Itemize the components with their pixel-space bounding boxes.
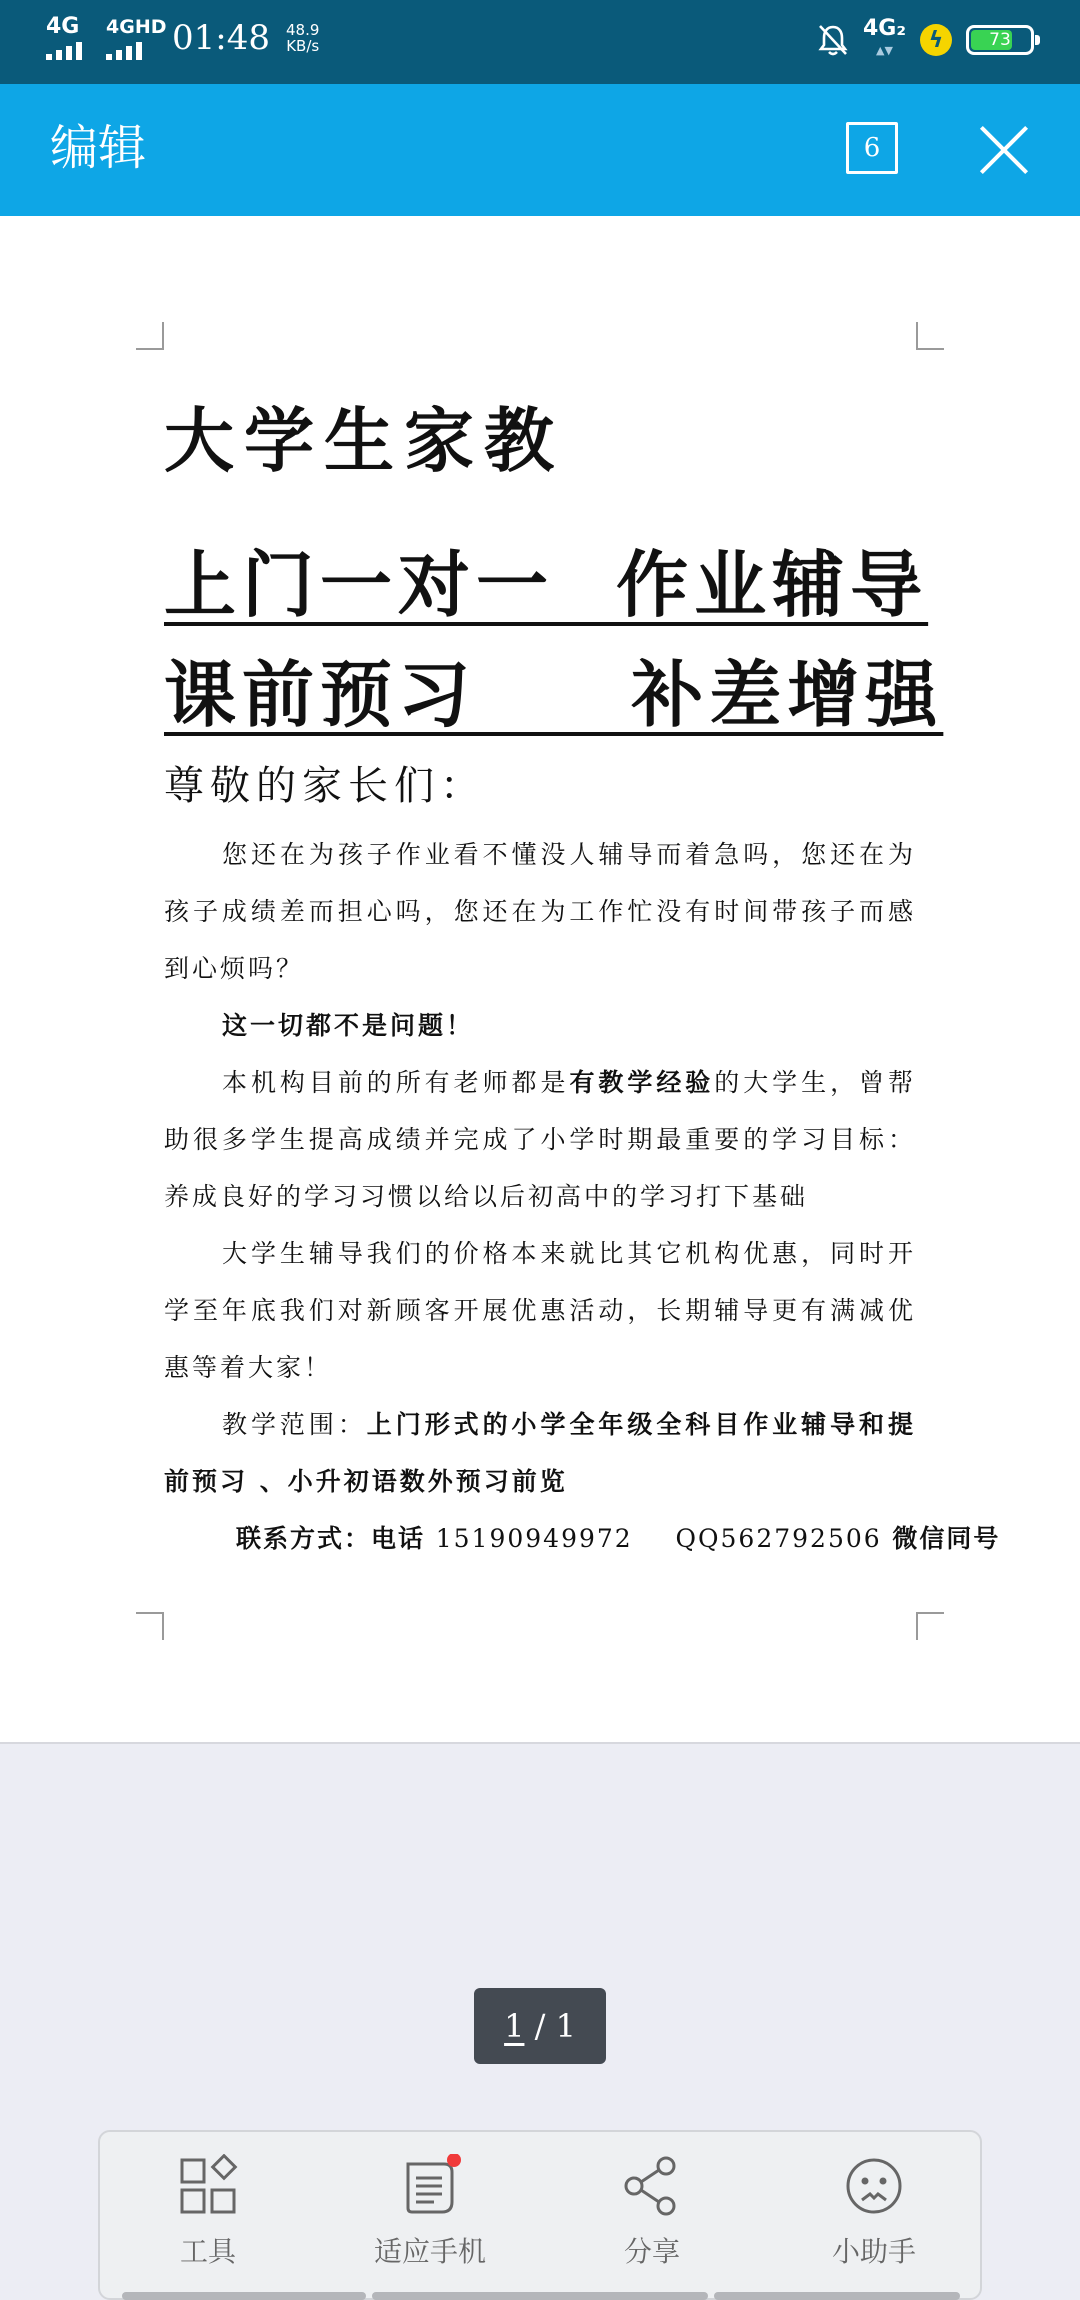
margin-corner-mark — [136, 1612, 164, 1640]
contact-phone: 15190949972 — [435, 1524, 633, 1553]
tab-indicator — [122, 2292, 366, 2300]
close-icon[interactable] — [978, 124, 1030, 176]
network-speed — [286, 22, 319, 54]
paragraph-2 — [164, 997, 916, 1054]
page-separator: / — [524, 2007, 556, 2045]
data-arrows-icon: ▲▼ — [876, 44, 893, 57]
battery-percent: 73 — [989, 30, 1011, 50]
paragraph-3-text-b: 的大学生，曾帮助很多学生提高成绩并完成了小学时期最重要的学习目标：养成良好的学习习惯以给以后初高中的学习打下基础 — [164, 1068, 916, 1211]
share-label: 分享 — [623, 2235, 680, 2268]
margin-corner-mark — [136, 322, 164, 350]
share-icon — [620, 2154, 684, 2218]
document-subtitle-line2: 课前预习 补差增强 — [164, 653, 944, 737]
page-indicator — [474, 1988, 606, 2064]
signal-icon — [106, 16, 167, 60]
charging-icon: ϟ — [920, 24, 952, 56]
status-right — [817, 18, 1034, 62]
paragraph-5 — [164, 1396, 916, 1510]
paragraph-3-text-a: 本机构目前的所有老师都是 — [222, 1068, 570, 1097]
paragraph-2-bold: 这一切都不是问题！ — [222, 1011, 475, 1040]
top-toolbar — [0, 84, 1080, 216]
share-button[interactable] — [552, 2132, 752, 2270]
current-page: 1 — [504, 2007, 525, 2045]
mute-bell-icon — [817, 23, 849, 57]
tools-button[interactable] — [108, 2132, 308, 2270]
paragraph-3-bold: 有教学经验 — [569, 1068, 715, 1097]
assistant-icon — [842, 2154, 906, 2218]
bottom-bar — [98, 2130, 982, 2300]
greeting: 尊敬的家长们： — [164, 763, 486, 809]
signal-1-label: 4G — [46, 14, 80, 39]
paragraph-5-bold: 上门形式的小学全年级全科目作业辅导和提前预习 、小升初语数外预习前览 — [164, 1410, 916, 1496]
paragraph-3 — [164, 1054, 916, 1225]
clock: 01:48 — [172, 18, 270, 58]
fit-phone-button[interactable] — [330, 2132, 530, 2270]
tools-icon — [176, 2154, 240, 2218]
tab-indicator — [372, 2292, 708, 2300]
margin-corner-mark — [916, 1612, 944, 1640]
signal-2-label: 4GHD — [106, 16, 167, 38]
document-content — [164, 396, 1001, 1567]
paragraph-5-text: 教学范围： — [222, 1410, 367, 1439]
total-pages: 1 — [555, 2007, 576, 2045]
document-page[interactable] — [0, 216, 1080, 1744]
contact-wechat: 微信同号 — [892, 1524, 1001, 1553]
network-4g-icon — [863, 18, 906, 62]
status-bar — [0, 0, 1080, 84]
contact-qq: QQ562792506 — [675, 1524, 882, 1553]
document-subtitle-line1: 上门一对一 作业辅导 — [164, 543, 929, 627]
signal-icon — [46, 16, 94, 60]
fit-phone-icon — [398, 2154, 462, 2218]
fit-phone-label: 适应手机 — [373, 2235, 486, 2268]
status-left — [46, 16, 319, 60]
speed-value: 48.9 — [285, 21, 320, 39]
speed-unit: KB/s — [286, 37, 320, 55]
page-count-button[interactable]: 6 — [846, 122, 898, 174]
document-title: 大学生家教 — [164, 400, 564, 482]
network-4g-label: 4G₂ — [862, 16, 906, 41]
tools-label: 工具 — [179, 2235, 236, 2268]
tab-indicator — [714, 2292, 960, 2300]
edit-button[interactable]: 编辑 — [50, 120, 147, 176]
assistant-label: 小助手 — [831, 2235, 916, 2268]
battery-icon — [966, 25, 1034, 55]
contact-line — [164, 1510, 1001, 1567]
paragraph-1: 您还在为孩子作业看不懂没人辅导而着急吗，您还在为孩子成绩差而担心吗，您还在为工作忙没有时间带孩子而感到心烦吗？ — [164, 840, 916, 983]
margin-corner-mark — [916, 322, 944, 350]
paragraph-4: 大学生辅导我们的价格本来就比其它机构优惠，同时开学至年底我们对新顾客开展优惠活动，长期辅导更有满减优惠等着大家！ — [164, 1239, 916, 1382]
contact-label: 联系方式：电话 — [236, 1524, 426, 1553]
assistant-button[interactable] — [774, 2132, 974, 2270]
